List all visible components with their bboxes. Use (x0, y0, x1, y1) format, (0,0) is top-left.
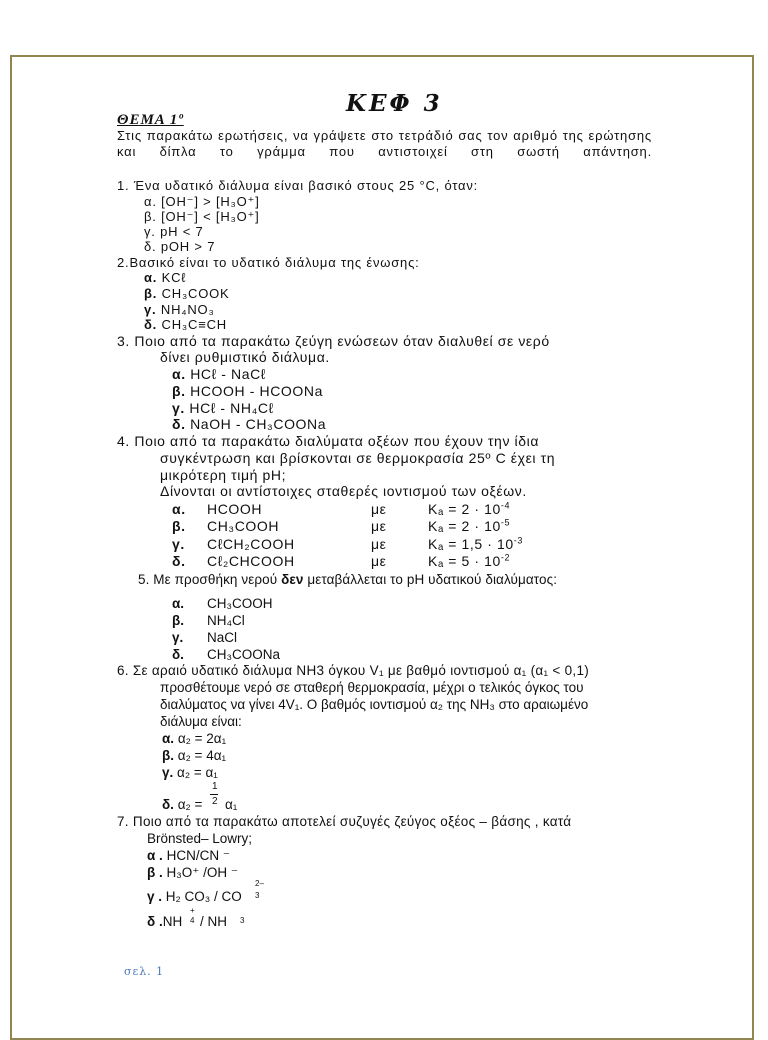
q1-option-c: γ. pH < 7 (144, 224, 204, 239)
q5-letter-a: α. (172, 596, 185, 611)
q6-line1: 6. Σε αραιό υδατικό διάλυμα NH3 όγκου V₁ με βαθμό ιοντισμού α₁ (α₁ < 0,1) (117, 663, 590, 678)
q6-fraction-denominator: 2 (212, 796, 218, 807)
q7-option-d-base-index: 3 (240, 916, 245, 925)
q7-option-b: β . H₃O⁺ /OH ⁻ (147, 865, 239, 880)
q7-option-a: α . HCN/CN ⁻ (147, 848, 230, 863)
q5-letter-b: β. (172, 613, 184, 628)
q4-acid-a: HCOOH (207, 501, 263, 517)
q5-letter-c: γ. (172, 630, 184, 645)
q7-option-c-index: 3 (255, 891, 260, 900)
q4-letter-c: γ. (172, 536, 185, 552)
q4-ka-b: $K_a = 2 \cdot 10^{-5}$ (428, 517, 511, 534)
q3-option-a: α. HCℓ - NaCℓ (172, 366, 266, 382)
q6-option-a: α. α₂ = 2α₁ (162, 731, 227, 746)
q7-line1: 7. Ποιο από τα παρακάτω αποτελεί συζυγές ζεύγος οξέος – βάσης , κατά (117, 814, 572, 829)
section-heading: ΘΕΜΑ 1º (117, 112, 184, 128)
q6-option-c: γ. α₂ = α₁ (162, 765, 218, 780)
q4-with-c: με (371, 536, 387, 552)
q4-ka-c: $K_a = 1,5 \cdot 10^{-3}$ (428, 535, 523, 552)
q4-ka-a: $K_a = 2 \cdot 10^{-4}$ (428, 500, 511, 517)
q6-option-d: δ. α₂ = (162, 797, 203, 812)
q1-stem: 1. Ένα υδατικό διάλυμα είναι βασικό στους 25 °C, όταν: (117, 178, 479, 193)
q1-option-b: β. [OH⁻] < [H₃O⁺] (144, 209, 260, 224)
q5-stem: 5. Με προσθήκη νερού δεν μεταβάλλεται το pH υδατικού διαλύματος: (138, 572, 558, 587)
q4-acid-d: Cℓ₂CHCOOH (207, 553, 295, 569)
q4-with-d: με (371, 553, 387, 569)
q4-with-b: με (371, 518, 387, 534)
intro-text: Στις παρακάτω ερωτήσεις, να γράψετε στο τετράδιό σας τον αριθμό της ερώτησης και δίπλα το γράμμα που αντιστοιχεί στη σωστή απάντηση. (117, 128, 652, 159)
q6-option-b: β. α₂ = 4α₁ (162, 748, 227, 763)
q4-stem-line4: Δίνονται οι αντίστοιχες σταθερές ιοντισμού των οξέων. (160, 483, 527, 499)
q2-option-b: β. CH₃COOK (144, 286, 230, 301)
q6-fraction-bar (210, 794, 218, 795)
q5-option-d: CH₃COONa (207, 647, 281, 662)
q2-option-c: γ. NH₄NO₃ (144, 302, 215, 317)
q4-ka-d: $K_a = 5 \cdot 10^{-2}$ (428, 552, 511, 569)
q6-line3: διαλύματος να γίνει 4V₁. Ο βαθμός ιοντισμού α₂ της NH₃ στο αραιωμένο (160, 697, 589, 712)
q3-option-c: γ. HCℓ - NH₄Cℓ (172, 400, 274, 416)
q4-with-a: με (371, 501, 387, 517)
q4-stem-line3: μικρότερη τιμή pH; (160, 467, 287, 483)
q7-option-d: δ .NH (147, 914, 183, 929)
q4-letter-a: α. (172, 501, 186, 517)
q2-stem: 2.Βασικό είναι το υδατικό διάλυμα της ένωσης: (117, 255, 420, 270)
page-number: σελ. 1 (124, 965, 165, 978)
q4-acid-b: CH₃COOH (207, 518, 280, 534)
q5-option-c: NaCl (207, 630, 238, 645)
q3-option-b: β. HCOOH - HCOONa (172, 383, 323, 399)
q5-option-a: CH₃COOH (207, 596, 273, 611)
q7-option-d-base: / NH (200, 914, 227, 929)
q1-option-a: α. [OH⁻] > [H₃O⁺] (144, 194, 260, 209)
q6-line4: διάλυμα είναι: (160, 714, 242, 729)
q4-stem-line2: συγκέντρωση και βρίσκονται σε θερμοκρασία 25º C έχει τη (160, 450, 556, 466)
q4-stem-line1: 4. Ποιο από τα παρακάτω διαλύματα οξέων που έχουν την ίδια (117, 433, 540, 449)
q4-letter-b: β. (172, 518, 186, 534)
q7-option-d-index: 4 (190, 916, 195, 925)
q7-option-d-charge: + (190, 906, 195, 915)
q2-option-a: α. KCℓ (144, 270, 187, 285)
q6-fraction-numerator: 1 (212, 781, 218, 792)
q3-stem-line1: 3. Ποιο από τα παρακάτω ζεύγη ενώσεων όταν διαλυθεί σε νερό (117, 333, 550, 349)
q3-stem-line2: δίνει ρυθμιστικό διάλυμα. (160, 349, 330, 365)
q3-option-d: δ. NaOH - CH₃COONa (172, 416, 327, 432)
page-title: ΚΕΦ 3 (346, 90, 443, 117)
q1-option-d: δ. pOH > 7 (144, 239, 216, 254)
q7-option-c: γ . H₂ CO₃ / CO (147, 889, 242, 904)
q4-acid-c: CℓCH₂COOH (207, 536, 295, 552)
q6-line2: προσθέτουμε νερό σε σταθερή θερμοκρασία, μέχρι ο τελικός όγκος του (160, 680, 584, 695)
q6-option-d-tail: α₁ (225, 797, 238, 812)
q7-option-c-charge: 2– (255, 879, 264, 888)
q7-line2: Brönsted– Lowry; (147, 831, 253, 846)
q5-option-b: NH₄Cl (207, 613, 245, 628)
q5-letter-d: δ. (172, 647, 184, 662)
q2-option-d: δ. CH₃C≡CH (144, 317, 227, 332)
q4-letter-d: δ. (172, 553, 186, 569)
